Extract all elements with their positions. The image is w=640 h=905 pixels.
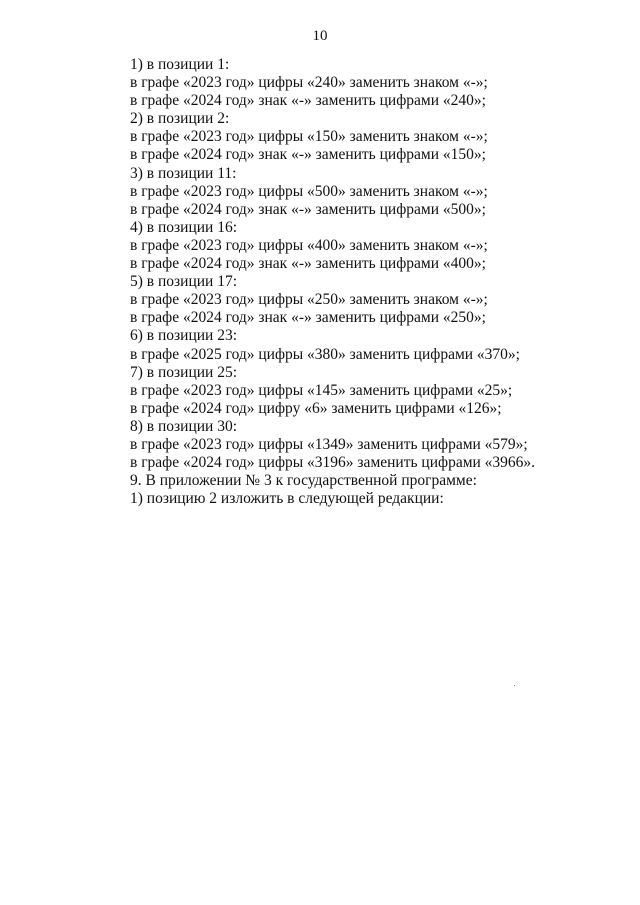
text-line: в графе «2024 год» знак «-» заменить цифрами «240»; bbox=[130, 92, 486, 110]
text-line: в графе «2024 год» цифры «3196» заменить цифрами «3966». bbox=[130, 454, 536, 472]
text-line: в графе «2024 год» знак «-» заменить цифрами «150»; bbox=[130, 146, 486, 164]
text-line: 6) в позиции 23: bbox=[130, 327, 238, 345]
text-line: в графе «2024 год» знак «-» заменить цифрами «250»; bbox=[130, 309, 486, 327]
text-line: в графе «2023 год» цифры «240» заменить знаком «-»; bbox=[130, 74, 488, 92]
text-line: 1) в позиции 1: bbox=[130, 56, 230, 73]
document-body bbox=[130, 56, 610, 508]
text-line: 4) в позиции 16: bbox=[130, 218, 238, 236]
page-number: 10 bbox=[312, 28, 328, 44]
text-line: 2) в позиции 2: bbox=[130, 110, 230, 128]
text-line: 8) в позиции 30: bbox=[130, 417, 238, 435]
text-line: в графе «2023 год» цифры «150» заменить знаком «-»; bbox=[130, 128, 488, 146]
text-line: в графе «2023 год» цифры «500» заменить знаком «-»; bbox=[130, 182, 488, 200]
text-line: в графе «2024 год» знак «-» заменить цифрами «500»; bbox=[130, 200, 486, 218]
text-line: 5) в позиции 17: bbox=[130, 273, 238, 291]
text-line: 3) в позиции 11: bbox=[130, 164, 237, 182]
text-line: 9. В приложении № 3 к государственной программе: bbox=[130, 472, 477, 490]
text-line: в графе «2024 год» знак «-» заменить цифрами «400»; bbox=[130, 255, 486, 273]
text-line: в графе «2025 год» цифры «380» заменить цифрами «370»; bbox=[130, 345, 520, 363]
text-line: 1) позицию 2 изложить в следующей редакции: bbox=[130, 490, 444, 508]
text-line: в графе «2023 год» цифры «400» заменить знаком «-»; bbox=[130, 236, 488, 254]
text-line: в графе «2023 год» цифры «250» заменить знаком «-»; bbox=[130, 291, 488, 309]
text-line: в графе «2023 год» цифры «145» заменить цифрами «25»; bbox=[130, 381, 513, 399]
text-line: в графе «2023 год» цифры «1349» заменить цифрами «579»; bbox=[130, 435, 528, 453]
text-line: 7) в позиции 25: bbox=[130, 363, 238, 381]
text-line: в графе «2024 год» цифру «6» заменить цифрами «126»; bbox=[130, 399, 502, 417]
scan-speck bbox=[514, 685, 515, 686]
